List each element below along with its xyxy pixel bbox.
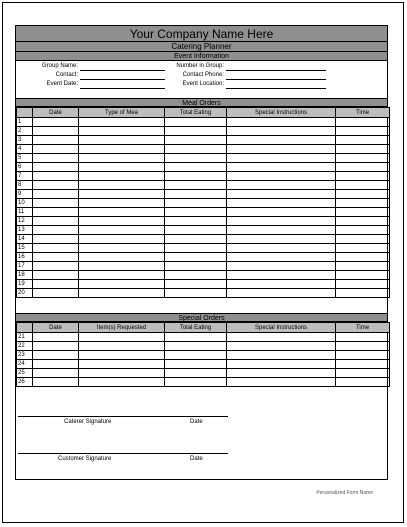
table-cell[interactable]	[33, 172, 79, 181]
table-cell[interactable]	[33, 226, 79, 235]
column-header: Special Instructions	[227, 108, 336, 118]
event-section-title: Event Information	[16, 52, 387, 61]
table-cell[interactable]	[33, 342, 79, 351]
table-row	[17, 369, 390, 378]
table-cell[interactable]	[165, 378, 227, 387]
table-cell[interactable]	[33, 217, 79, 226]
table-row	[17, 333, 390, 342]
table-cell[interactable]	[79, 181, 165, 190]
table-cell[interactable]	[227, 190, 336, 199]
table-cell[interactable]	[227, 208, 336, 217]
table-cell[interactable]	[165, 199, 227, 208]
row-number: 25	[17, 369, 33, 378]
table-cell[interactable]	[165, 280, 227, 289]
table-cell[interactable]	[227, 199, 336, 208]
column-header: Date	[33, 108, 79, 118]
table-cell[interactable]	[33, 360, 79, 369]
special-orders-title: Special Orders	[16, 313, 387, 322]
table-row	[17, 190, 390, 199]
row-number: 14	[17, 235, 33, 244]
table-cell[interactable]	[79, 127, 165, 136]
table-row	[17, 199, 390, 208]
table-cell[interactable]	[227, 333, 336, 342]
table-cell[interactable]	[79, 342, 165, 351]
table-row	[17, 378, 390, 387]
table-row	[17, 244, 390, 253]
table-row	[17, 154, 390, 163]
table-row	[17, 271, 390, 280]
table-cell[interactable]	[79, 190, 165, 199]
column-header: Date	[33, 323, 79, 333]
row-number: 21	[17, 333, 33, 342]
table-cell[interactable]	[336, 235, 390, 244]
group-name-label: Group Name:	[41, 63, 78, 69]
table-row	[17, 163, 390, 172]
table-row	[17, 226, 390, 235]
customer-signature-label: Customer Signature	[58, 456, 112, 462]
table-cell[interactable]	[227, 262, 336, 271]
table-cell[interactable]	[336, 154, 390, 163]
table-cell[interactable]	[165, 172, 227, 181]
table-cell[interactable]	[336, 208, 390, 217]
table-cell[interactable]	[33, 253, 79, 262]
table-cell[interactable]	[165, 181, 227, 190]
number-in-group-field[interactable]	[226, 70, 326, 71]
table-row	[17, 145, 390, 154]
table-cell[interactable]	[165, 154, 227, 163]
table-cell[interactable]	[79, 262, 165, 271]
table-cell[interactable]	[165, 244, 227, 253]
row-number: 6	[17, 163, 33, 172]
table-cell[interactable]	[227, 226, 336, 235]
table-cell[interactable]	[227, 253, 336, 262]
table-cell[interactable]	[79, 145, 165, 154]
table-cell[interactable]	[227, 127, 336, 136]
number-in-group-label: Number in Group:	[176, 63, 224, 69]
table-cell[interactable]	[79, 244, 165, 253]
table-row	[17, 172, 390, 181]
table-cell[interactable]	[165, 118, 227, 127]
row-number: 19	[17, 280, 33, 289]
special-orders-header	[17, 323, 390, 333]
table-cell[interactable]	[227, 342, 336, 351]
table-cell[interactable]	[33, 127, 79, 136]
table-cell[interactable]	[336, 271, 390, 280]
table-cell[interactable]	[79, 217, 165, 226]
row-number: 12	[17, 217, 33, 226]
table-cell[interactable]	[165, 369, 227, 378]
table-cell[interactable]	[227, 351, 336, 360]
table-row	[17, 235, 390, 244]
customer-signature-line[interactable]	[18, 453, 228, 454]
row-number: 10	[17, 199, 33, 208]
table-cell[interactable]	[33, 181, 79, 190]
table-cell[interactable]	[336, 369, 390, 378]
row-number: 20	[17, 289, 33, 298]
table-cell[interactable]	[79, 271, 165, 280]
row-number: 3	[17, 136, 33, 145]
table-row	[17, 181, 390, 190]
table-cell[interactable]	[336, 217, 390, 226]
table-cell[interactable]	[227, 280, 336, 289]
table-cell[interactable]	[79, 208, 165, 217]
table-cell[interactable]	[165, 333, 227, 342]
table-cell[interactable]	[165, 127, 227, 136]
column-header: Type of Mea	[79, 108, 165, 118]
table-cell[interactable]	[336, 378, 390, 387]
row-number: 17	[17, 262, 33, 271]
table-cell[interactable]	[165, 289, 227, 298]
row-number: 26	[17, 378, 33, 387]
table-cell[interactable]	[336, 127, 390, 136]
catering-form	[15, 25, 388, 480]
table-cell[interactable]	[336, 280, 390, 289]
table-cell[interactable]	[33, 118, 79, 127]
table-cell[interactable]	[165, 136, 227, 145]
table-cell[interactable]	[336, 199, 390, 208]
contact-phone-field[interactable]	[226, 79, 326, 80]
table-cell[interactable]	[227, 235, 336, 244]
contact-phone-label: Contact Phone:	[182, 72, 224, 78]
table-cell[interactable]	[79, 369, 165, 378]
row-number: 1	[17, 118, 33, 127]
table-cell[interactable]	[79, 172, 165, 181]
table-cell[interactable]	[33, 163, 79, 172]
table-cell[interactable]	[165, 360, 227, 369]
event-date-field[interactable]	[80, 88, 165, 89]
customer-date-label: Date	[190, 456, 203, 462]
table-cell[interactable]	[79, 378, 165, 387]
table-cell[interactable]	[165, 145, 227, 154]
row-number: 23	[17, 351, 33, 360]
table-cell[interactable]	[33, 289, 79, 298]
row-number: 16	[17, 253, 33, 262]
table-cell[interactable]	[33, 145, 79, 154]
column-header: Time	[336, 323, 390, 333]
table-cell[interactable]	[33, 244, 79, 253]
row-number: 2	[17, 127, 33, 136]
table-cell[interactable]	[79, 136, 165, 145]
table-cell[interactable]	[336, 244, 390, 253]
table-cell[interactable]	[79, 360, 165, 369]
table-cell[interactable]	[227, 145, 336, 154]
table-cell[interactable]	[33, 136, 79, 145]
table-cell[interactable]	[165, 235, 227, 244]
table-cell[interactable]	[227, 217, 336, 226]
table-cell[interactable]	[79, 226, 165, 235]
column-header: Time	[336, 108, 390, 118]
row-number: 15	[17, 244, 33, 253]
table-row	[17, 289, 390, 298]
contact-label: Contact:	[55, 72, 78, 78]
table-cell[interactable]	[165, 342, 227, 351]
table-cell[interactable]	[336, 351, 390, 360]
table-cell[interactable]	[79, 253, 165, 262]
event-date-label: Event Date:	[46, 81, 78, 87]
table-cell[interactable]	[227, 118, 336, 127]
meal-orders-title: Meal Orders	[16, 98, 387, 107]
table-cell[interactable]	[165, 271, 227, 280]
table-cell[interactable]	[33, 271, 79, 280]
row-number-header	[17, 108, 33, 118]
table-cell[interactable]	[165, 190, 227, 199]
special-orders-table	[16, 322, 390, 387]
caterer-date-label: Date	[190, 419, 203, 425]
group-name-field[interactable]	[80, 70, 165, 71]
table-row	[17, 280, 390, 289]
table-row	[17, 342, 390, 351]
table-cell[interactable]	[227, 289, 336, 298]
table-cell[interactable]	[227, 369, 336, 378]
table-cell[interactable]	[336, 172, 390, 181]
table-cell[interactable]	[33, 333, 79, 342]
table-cell[interactable]	[336, 190, 390, 199]
table-cell[interactable]	[336, 253, 390, 262]
table-row	[17, 262, 390, 271]
table-cell[interactable]	[165, 208, 227, 217]
table-cell[interactable]	[227, 181, 336, 190]
table-cell[interactable]	[33, 378, 79, 387]
table-cell[interactable]	[79, 289, 165, 298]
table-cell[interactable]	[165, 226, 227, 235]
column-header: Special Instructions	[227, 323, 336, 333]
row-number-header	[17, 323, 33, 333]
form-page	[2, 2, 404, 523]
table-cell[interactable]	[336, 342, 390, 351]
table-cell[interactable]	[336, 360, 390, 369]
table-cell[interactable]	[336, 136, 390, 145]
table-cell[interactable]	[336, 118, 390, 127]
table-cell[interactable]	[79, 235, 165, 244]
row-number: 7	[17, 172, 33, 181]
table-cell[interactable]	[336, 145, 390, 154]
table-cell[interactable]	[227, 172, 336, 181]
table-cell[interactable]	[165, 253, 227, 262]
table-row	[17, 208, 390, 217]
table-row	[17, 136, 390, 145]
caterer-signature-line[interactable]	[18, 416, 228, 417]
table-cell[interactable]	[227, 244, 336, 253]
table-cell[interactable]	[227, 154, 336, 163]
row-number: 13	[17, 226, 33, 235]
form-title: Catering Planner	[16, 42, 387, 52]
table-row	[17, 118, 390, 127]
table-cell[interactable]	[227, 360, 336, 369]
table-cell[interactable]	[33, 280, 79, 289]
table-row	[17, 351, 390, 360]
table-row	[17, 217, 390, 226]
table-cell[interactable]	[79, 118, 165, 127]
event-location-label: Event Location:	[182, 81, 224, 87]
row-number: 5	[17, 154, 33, 163]
table-cell[interactable]	[336, 181, 390, 190]
meal-orders-table	[16, 107, 390, 298]
table-cell[interactable]	[33, 154, 79, 163]
row-number: 9	[17, 190, 33, 199]
footer-text: Personalized Form Name	[316, 490, 373, 496]
caterer-signature-label: Caterer Signature	[64, 419, 112, 425]
row-number: 8	[17, 181, 33, 190]
table-cell[interactable]	[165, 262, 227, 271]
table-cell[interactable]	[79, 333, 165, 342]
row-number: 24	[17, 360, 33, 369]
table-cell[interactable]	[79, 163, 165, 172]
table-cell[interactable]	[336, 289, 390, 298]
table-cell[interactable]	[227, 163, 336, 172]
event-location-field[interactable]	[226, 88, 326, 89]
table-cell[interactable]	[165, 351, 227, 360]
table-cell[interactable]	[33, 262, 79, 271]
table-row	[17, 253, 390, 262]
column-header: Item(s) Requested	[79, 323, 165, 333]
table-cell[interactable]	[33, 369, 79, 378]
row-number: 11	[17, 208, 33, 217]
table-cell[interactable]	[336, 262, 390, 271]
table-cell[interactable]	[33, 199, 79, 208]
row-number: 18	[17, 271, 33, 280]
table-cell[interactable]	[33, 208, 79, 217]
table-cell[interactable]	[79, 154, 165, 163]
table-cell[interactable]	[33, 235, 79, 244]
column-header: Total Eating	[165, 108, 227, 118]
meal-orders-header	[17, 108, 390, 118]
table-cell[interactable]	[227, 136, 336, 145]
table-cell[interactable]	[336, 226, 390, 235]
table-cell[interactable]	[33, 351, 79, 360]
table-cell[interactable]	[79, 280, 165, 289]
row-number: 4	[17, 145, 33, 154]
table-cell[interactable]	[336, 163, 390, 172]
row-number: 22	[17, 342, 33, 351]
table-row	[17, 127, 390, 136]
table-cell[interactable]	[79, 199, 165, 208]
table-cell[interactable]	[227, 271, 336, 280]
company-name: Your Company Name Here	[16, 26, 387, 42]
table-cell[interactable]	[33, 190, 79, 199]
table-row	[17, 360, 390, 369]
contact-field[interactable]	[80, 79, 165, 80]
table-cell[interactable]	[79, 351, 165, 360]
column-header: Total Eating	[165, 323, 227, 333]
table-cell[interactable]	[227, 378, 336, 387]
table-cell[interactable]	[165, 217, 227, 226]
table-cell[interactable]	[165, 163, 227, 172]
table-cell[interactable]	[336, 333, 390, 342]
